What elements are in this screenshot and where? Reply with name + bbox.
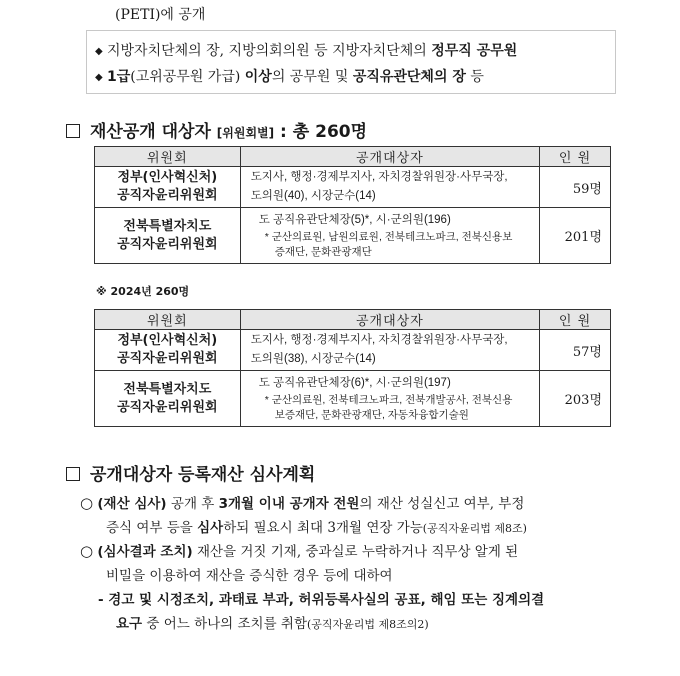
header-targets: 공개대상자 [240, 310, 539, 330]
peti-line: (PETI)에 공개 [115, 7, 206, 23]
circle-bullet-icon: ○ [80, 494, 94, 512]
checkbox-square-icon [66, 467, 80, 481]
measures-line1: - 경고 및 시정조치, 과태료 부과, 허위등록사실의 공표, 해임 또는 징계의결 [98, 592, 545, 608]
table-2024 [94, 309, 611, 427]
circle-bullet-icon: ○ [80, 542, 94, 560]
header-count: 인 원 [540, 310, 611, 330]
note-2024: ※ 2024년 260명 [96, 285, 190, 298]
table-row: 정부(인사혁신처) 공직자윤리위원회 도지사, 행정·경제부지사, 자치경찰위원장·사무국장, 도의원(40), 시장군수(14) 59명 [95, 167, 611, 208]
table-row: 정부(인사혁신처) 공직자윤리위원회 도지사, 행정·경제부지사, 자치경찰위원장·사무국장, 도의원(38), 시장군수(14) 57명 [95, 330, 611, 371]
action-para-line1: ○ (심사결과 조치) 재산을 거짓 기재, 중과실로 누락하거나 직무상 알게 된 [80, 542, 519, 560]
checkbox-square-icon [66, 124, 80, 138]
box-bullet-1: ◆ 지방자치단체의 장, 지방의회의원 등 지방자치단체의 정무직 공무원 [95, 43, 518, 59]
review-para-line2: 증식 여부 등을 심사하되 필요시 최대 3개월 연장 가능(공직자윤리법 제8조) [106, 520, 527, 536]
review-para-line1: ○ (재산 심사) 공개 후 3개월 이내 공개자 전원의 재산 성실신고 여부, 부정 [80, 494, 525, 512]
disclosure-target-box [86, 30, 616, 94]
header-committee: 위원회 [95, 310, 241, 330]
diamond-bullet-icon: ◆ [95, 46, 103, 57]
section-heading-review: 공개대상자 등록재산 심사계획 [66, 460, 315, 485]
table-row: 전북특별자치도 공직자윤리위원회 도 공직유관단체장(5)*, 시·군의원(196) * 군산의료원, 남원의료원, 전북테크노파크, 전북신용보 증재단, 문화관광재단 201명 [95, 208, 611, 264]
box-bullet-2: ◆ 1급(고위공무원 가급) 이상의 공무원 및 공직유관단체의 장 등 [95, 69, 484, 85]
section-heading-disclosure: 재산공개 대상자 [위원회별] : 총 260명 [66, 117, 367, 142]
header-count: 인 원 [540, 147, 611, 167]
table-row: 전북특별자치도 공직자윤리위원회 도 공직유관단체장(6)*, 시·군의원(197) * 군산의료원, 전북테크노파크, 전북개발공사, 전북신용 보증재단, 문화관광재단, 자동차융합기술원 203명 [95, 371, 611, 427]
diamond-bullet-icon: ◆ [95, 72, 103, 83]
header-committee: 위원회 [95, 147, 241, 167]
action-para-line2: 비밀을 이용하여 재산을 증식한 경우 등에 대하여 [106, 568, 393, 584]
header-targets: 공개대상자 [240, 147, 539, 167]
measures-line2: 요구 중 어느 하나의 조치를 취함(공직자윤리법 제8조의2) [116, 616, 429, 632]
table-2025 [94, 146, 611, 264]
